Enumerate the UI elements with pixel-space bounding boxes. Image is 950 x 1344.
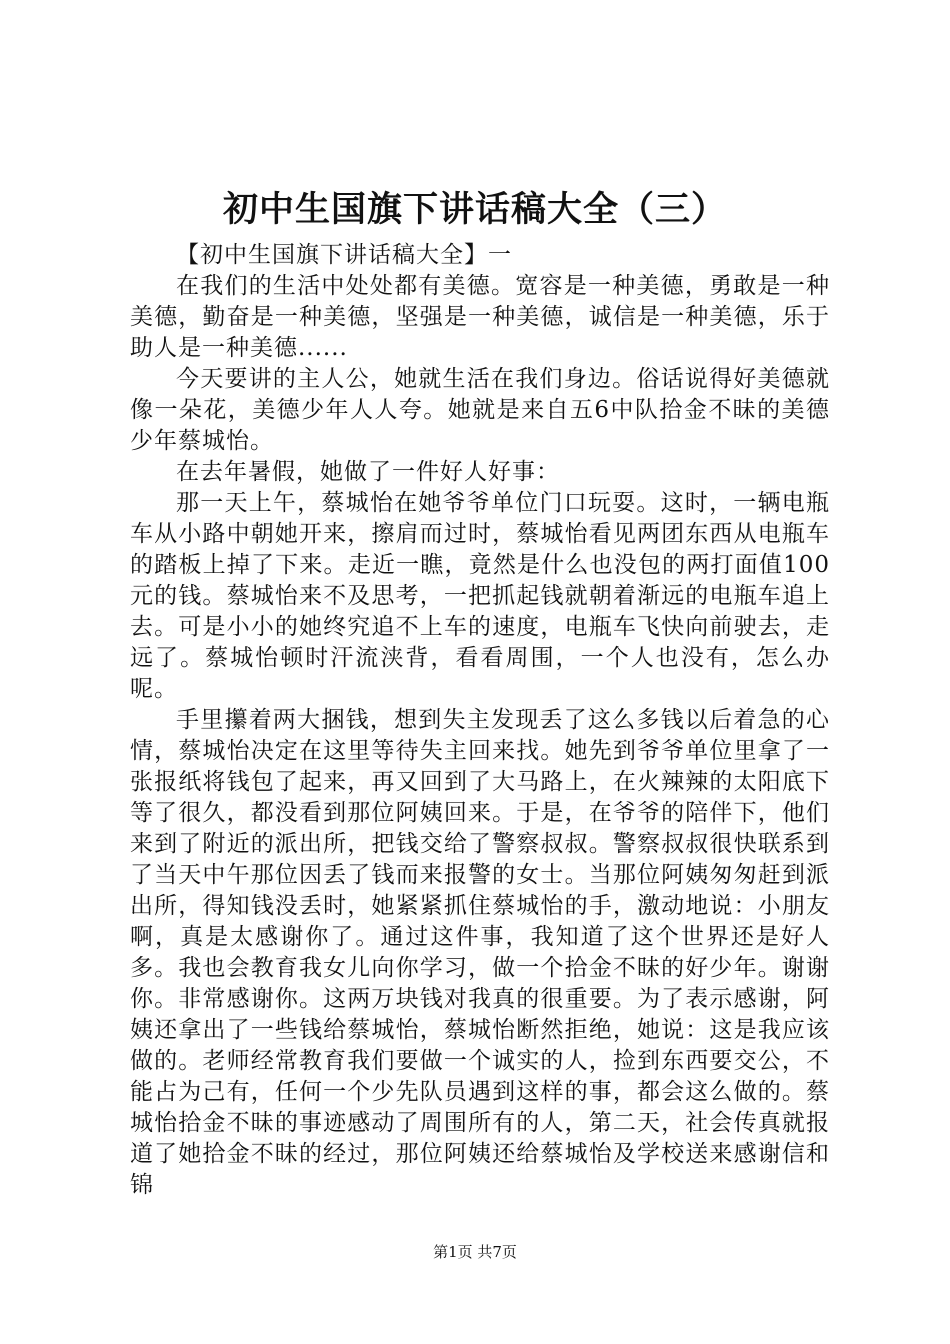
page-title: 初中生国旗下讲话稿大全（三） xyxy=(222,189,727,230)
paragraph: 今天要讲的主人公，她就生活在我们身边。俗话说得好美德就像一朵花，美德少年人人夸。她就是来自五6中队拾金不昧的美德少年蔡城怡。 xyxy=(130,366,830,454)
paragraph: 手里攥着两大捆钱，想到失主发现丢了这么多钱以后着急的心情，蔡城怡决定在这里等待失主回来找。她先到爷爷单位里拿了一张报纸将钱包了起来，再又回到了大马路上，在火辣辣的太阳底下等了很久，都没看到那位阿姨回来。于是，在爷爷的陪伴下，他们来到了附近的派出所，把钱交给了警察叔叔。警察叔叔很快联系到了当天中午那位因丢了钱而来报警的女士。当那位阿姨匆匆赶到派出所，得知钱没丢时，她紧紧抓住蔡城怡的手，激动地说：小朋友啊，真是太感谢你了。通过这件事，我知道了这个世界还是好人多。我也会教育我女儿向你学习，做一个拾金不昧的好少年。谢谢你。非常感谢你。这两万块钱对我真的很重要。为了表示感谢，阿姨还拿出了一些钱给蔡城怡，蔡城怡断然拒绝，她说：这是我应该做的。老师经常教育我们要做一个诚实的人，捡到东西要交公，不能占为己有，任何一个少先队员遇到这样的事，都会这么做的。蔡城怡拾金不昧的事迹感动了周围所有的人，第二天，社会传真就报道了她拾金不昧的经过，那位阿姨还给蔡城怡及学校送来感谢信和锦 xyxy=(130,707,830,1198)
paragraph: 那一天上午，蔡城怡在她爷爷单位门口玩耍。这时，一辆电瓶车从小路中朝她开来，擦肩而过时，蔡城怡看见两团东西从电瓶车的踏板上掉了下来。走近一瞧，竟然是什么也没包的两打面值100元的钱。蔡城怡来不及思考，一把抓起钱就朝着渐远的电瓶车追上去。可是小小的她终究追不上车的速度，电瓶车飞快向前驶去，走远了。蔡城怡顿时汗流浃背，看看周围，一个人也没有，怎么办呢。 xyxy=(130,490,830,702)
document-body xyxy=(130,240,830,1201)
paragraph-heading: 【初中生国旗下讲话稿大全】一 xyxy=(176,242,512,268)
paragraph: 在我们的生活中处处都有美德。宽容是一种美德，勇敢是一种美德，勤奋是一种美德，坚强是一种美德，诚信是一种美德，乐于助人是一种美德...... xyxy=(130,273,830,361)
page-footer: 第1页 共7页 xyxy=(433,1243,517,1261)
paragraph: 在去年暑假，她做了一件好人好事： xyxy=(176,459,560,485)
